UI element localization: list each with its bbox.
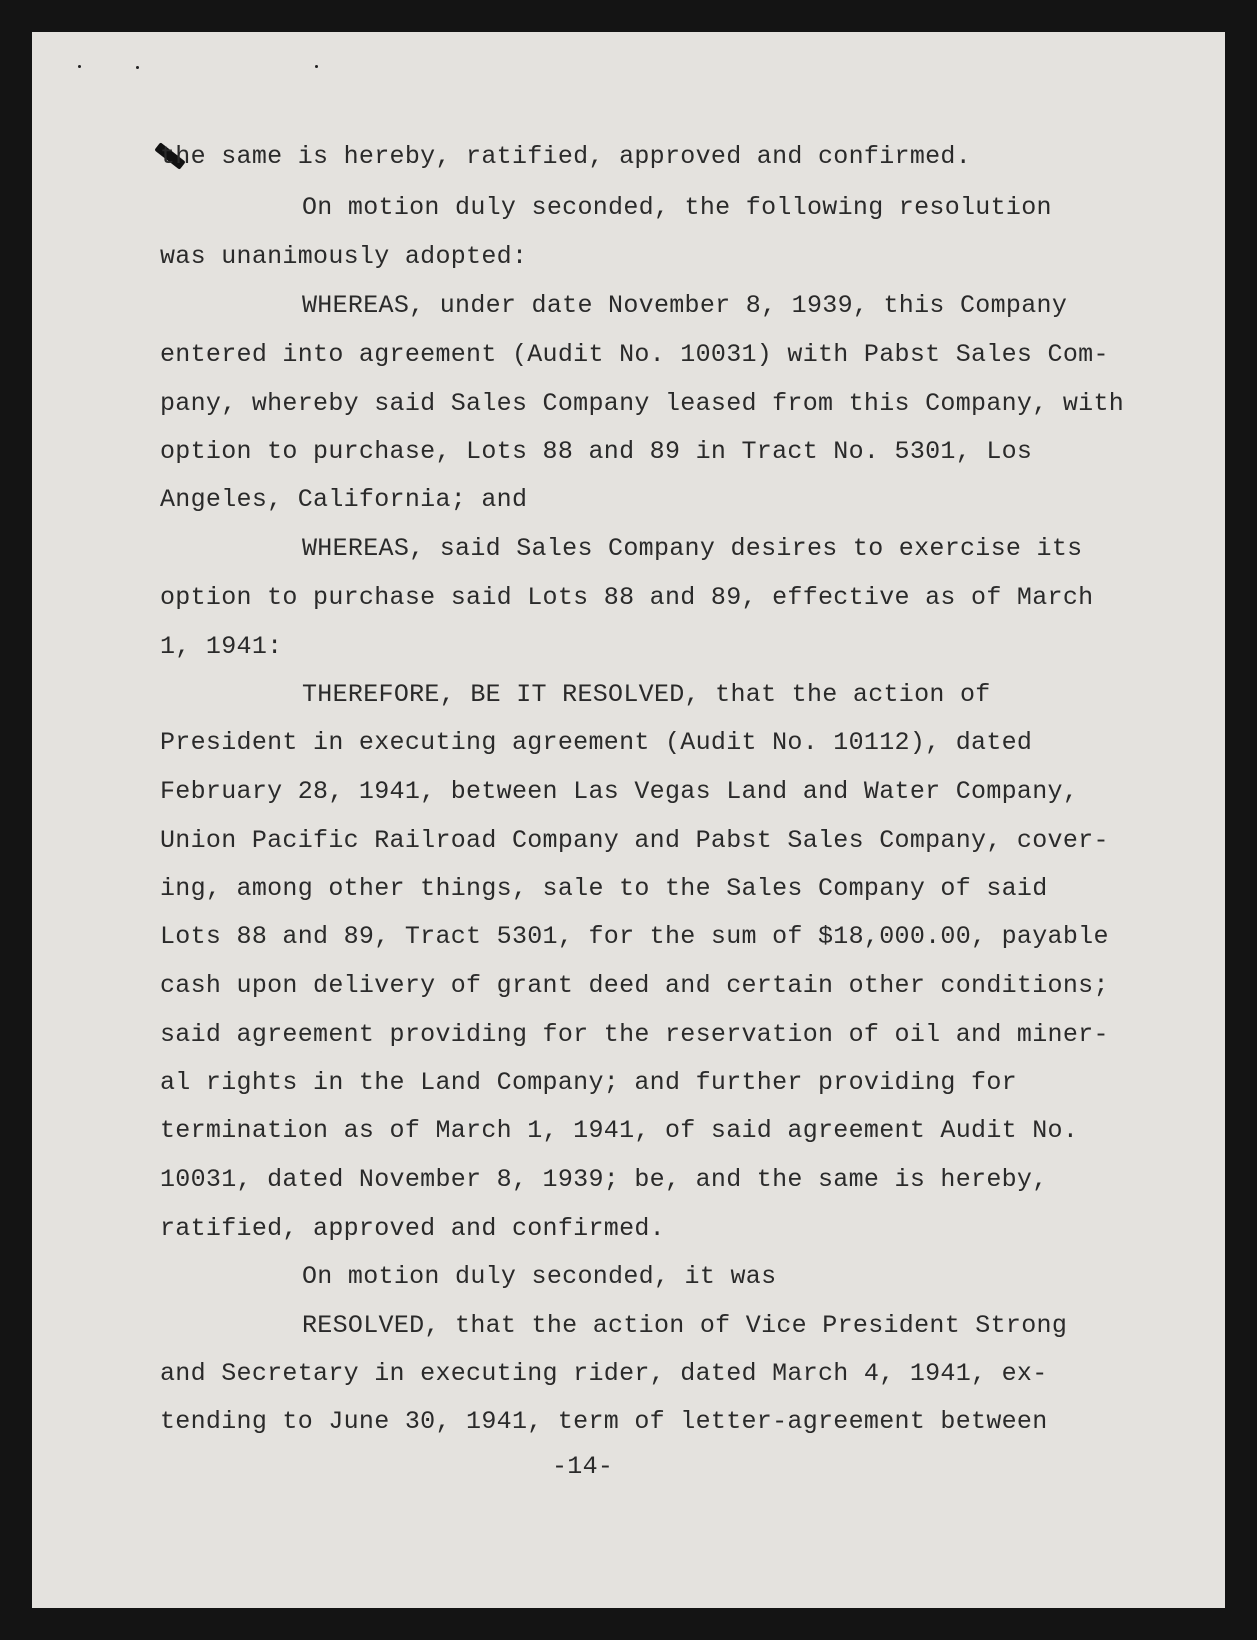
text-line: said agreement providing for the reservation of oil and miner- [160,1020,1109,1049]
text-line: February 28, 1941, between Las Vegas Land and Water Company, [160,777,1079,806]
text-line: tending to June 30, 1941, term of letter-agreement between [160,1407,1048,1436]
page-number: -14- [552,1452,614,1481]
speck [78,65,81,68]
text-line: On motion duly seconded, it was [302,1262,777,1291]
text-line: ing, among other things, sale to the Sales Company of said [160,874,1048,903]
text-line: was unanimously adopted: [160,242,528,271]
text-line: WHEREAS, said Sales Company desires to exercise its [302,534,1083,563]
text-line: and Secretary in executing rider, dated March 4, 1941, ex- [160,1359,1048,1388]
text-line: WHEREAS, under date November 8, 1939, this Company [302,291,1068,320]
text-line: option to purchase, Lots 88 and 89 in Tract No. 5301, Los [160,437,1033,466]
speck [315,65,318,68]
document-page [32,32,1225,1608]
text-line: THEREFORE, BE IT RESOLVED, that the action of [302,680,991,709]
text-line: President in executing agreement (Audit No. 10112), dated [160,728,1033,757]
text-line: RESOLVED, that the action of Vice President Strong [302,1311,1068,1340]
text-line: pany, whereby said Sales Company leased from this Company, with [160,389,1125,418]
text-line: the same is hereby, ratified, approved and confirmed. [160,142,972,171]
speck [136,66,139,69]
text-line: Lots 88 and 89, Tract 5301, for the sum of $18,000.00, payable [160,922,1109,951]
text-line: Angeles, California; and [160,485,528,514]
text-line: entered into agreement (Audit No. 10031) with Pabst Sales Com- [160,340,1109,369]
text-line: 10031, dated November 8, 1939; be, and the same is hereby, [160,1165,1048,1194]
text-line: al rights in the Land Company; and further providing for [160,1068,1017,1097]
text-line: option to purchase said Lots 88 and 89, effective as of March [160,583,1094,612]
text-line: cash upon delivery of grant deed and certain other conditions; [160,971,1109,1000]
text-line: termination as of March 1, 1941, of said agreement Audit No. [160,1116,1079,1145]
text-line: Union Pacific Railroad Company and Pabst Sales Company, cover- [160,826,1109,855]
text-line: On motion duly seconded, the following resolution [302,193,1052,222]
text-line: 1, 1941: [160,632,283,661]
text-line: ratified, approved and confirmed. [160,1214,665,1243]
